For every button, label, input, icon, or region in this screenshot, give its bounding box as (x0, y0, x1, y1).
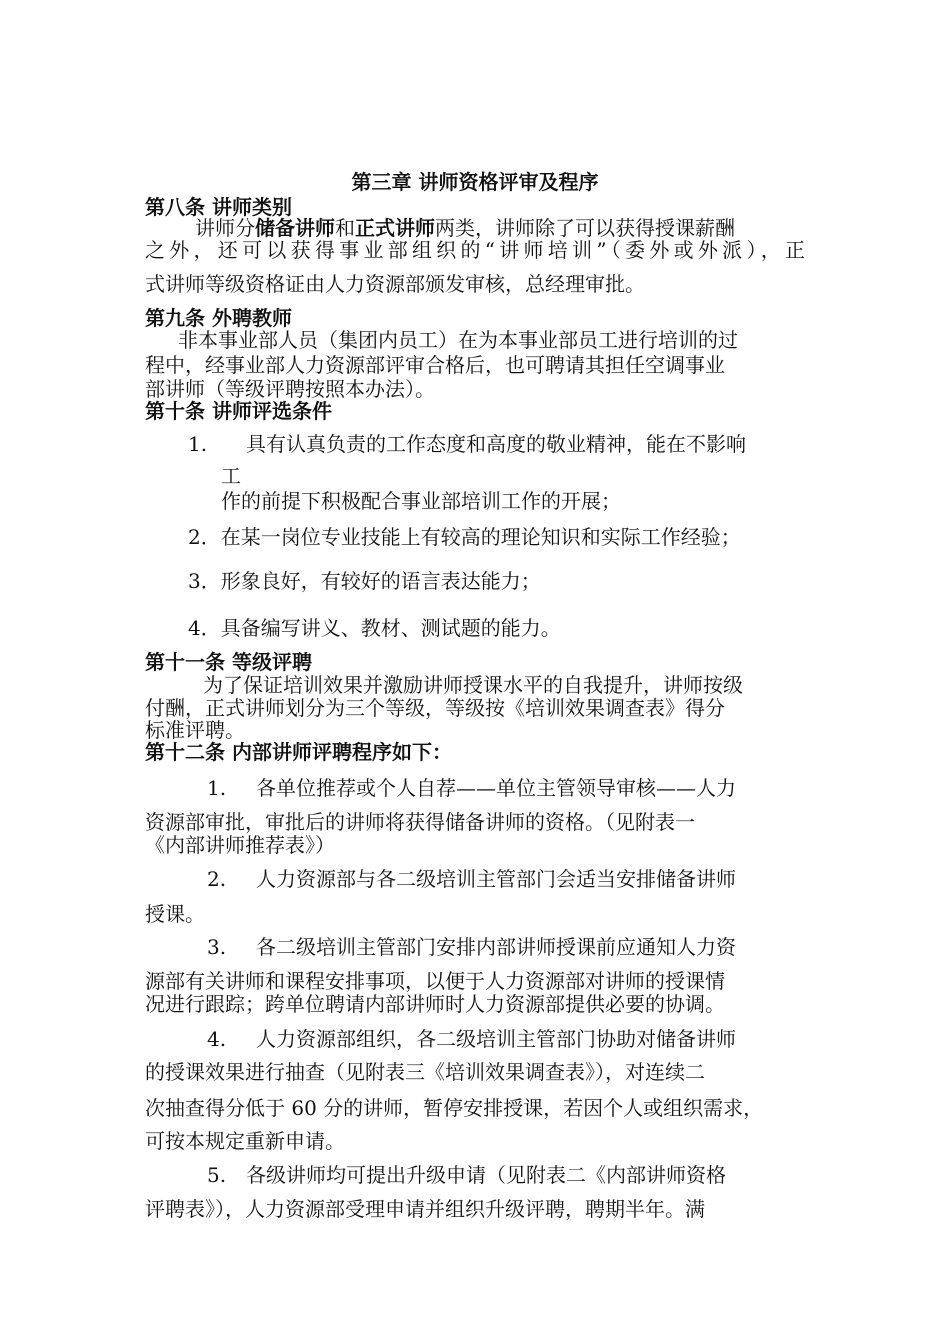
article-12-heading: 第十二条 内部讲师评聘程序如下： (145, 740, 452, 764)
article-8-line-3: 式讲师等级资格证由人力资源部颁发审核，总经理审批。 (145, 272, 645, 296)
step-3-line-3: 况进行跟踪；跨单位聘请内部讲师时人力资源部提供必要的协调。 (145, 992, 725, 1016)
step-2-line-2: 授课。 (145, 902, 205, 926)
step-4-line-4: 可按本规定重新申请。 (145, 1129, 345, 1153)
step-5-number: 5. (207, 1163, 227, 1187)
criterion-2: 2．在某一岗位专业技能上有较高的理论知识和实际工作经验； (188, 525, 741, 549)
step-4-line-1: 人力资源部组织，各二级培训主管部门协助对储备讲师 (256, 1027, 736, 1051)
article-9-line-2: 程中，经事业部人力资源部评审合格后，也可聘请其担任空调事业 (145, 353, 725, 377)
step-3-number: 3. (207, 935, 227, 959)
article-9-line-1: 非本事业部人员（集团内员工）在为本事业部员工进行培训的过 (178, 328, 738, 352)
article-11-line-2: 付酬，正式讲师划分为三个等级，等级按《培训效果调查表》得分 (145, 696, 725, 720)
step-1-line-1: 各单位推荐或个人自荐——单位主管领导审核——人力 (256, 776, 736, 800)
criterion-3: 3．形象良好，有较好的语言表达能力； (188, 569, 541, 593)
step-3-line-1: 各二级培训主管部门安排内部讲师授课前应通知人力资 (256, 935, 736, 959)
criterion-1-line-3: 作的前提下积极配合事业部培训工作的开展； (221, 489, 621, 513)
text: 两类，讲师除了可以获得授课薪酬 (435, 216, 735, 240)
step-3-line-2: 源部有关讲师和课程安排事项，以便于人力资源部对讲师的授课情 (145, 969, 725, 993)
article-11-line-3: 标准评聘。 (145, 718, 245, 742)
step-2-line-1: 人力资源部与各二级培训主管部门会适当安排储备讲师 (256, 867, 736, 891)
step-1-number: 1. (207, 776, 227, 800)
article-11-line-1: 为了保证培训效果并激励讲师授课水平的自我提升，讲师按级 (203, 673, 743, 697)
step-2-number: 2. (207, 867, 227, 891)
step-5-line-1: 各级讲师均可提出升级申请（见附表二《内部讲师资格 (246, 1163, 726, 1187)
article-8-heading: 第八条 讲师类别 (145, 195, 292, 219)
criterion-1-line-1: 具有认真负责的工作态度和高度的敬业精神，能在不影响 (246, 432, 746, 456)
criterion-1-number: 1. (188, 432, 208, 456)
article-9-heading: 第九条 外聘教师 (145, 306, 292, 330)
criterion-4: 4．具备编写讲义、教材、测试题的能力。 (188, 616, 561, 640)
step-4-line-3: 次抽查得分低于 60 分的讲师，暂停安排授课，若因个人或组织需求， (145, 1096, 764, 1120)
step-5-line-2: 评聘表》），人力资源部受理申请并组织升级评聘，聘期半年。满 (145, 1197, 705, 1221)
step-1-line-2: 资源部审批，审批后的讲师将获得储备讲师的资格。（见附表一 (145, 810, 695, 834)
article-8-line-1 (195, 216, 735, 240)
criterion-1-line-2: 工 (221, 464, 241, 488)
step-4-number: 4. (207, 1027, 227, 1051)
term-formal-lecturer: 正式讲师 (355, 216, 435, 240)
article-8-line-2: 之外，还可以获得事业部组织的“讲师培训”（委外或外派），正 (145, 238, 805, 262)
article-11-heading: 第十一条 等级评聘 (145, 650, 312, 674)
text: 和 (335, 216, 355, 240)
article-9-line-3: 部讲师（等级评聘按照本办法）。 (145, 377, 435, 401)
step-1-line-3: 《内部讲师推荐表》） (145, 833, 335, 857)
article-10-heading: 第十条 讲师评选条件 (145, 399, 332, 423)
term-reserve-lecturer: 储备讲师 (255, 216, 335, 240)
chapter-title: 第三章 讲师资格评审及程序 (351, 170, 599, 194)
text: 讲师分 (195, 216, 255, 240)
step-4-line-2: 的授课效果进行抽查（见附表三《培训效果调查表》），对连续二 (145, 1060, 705, 1084)
